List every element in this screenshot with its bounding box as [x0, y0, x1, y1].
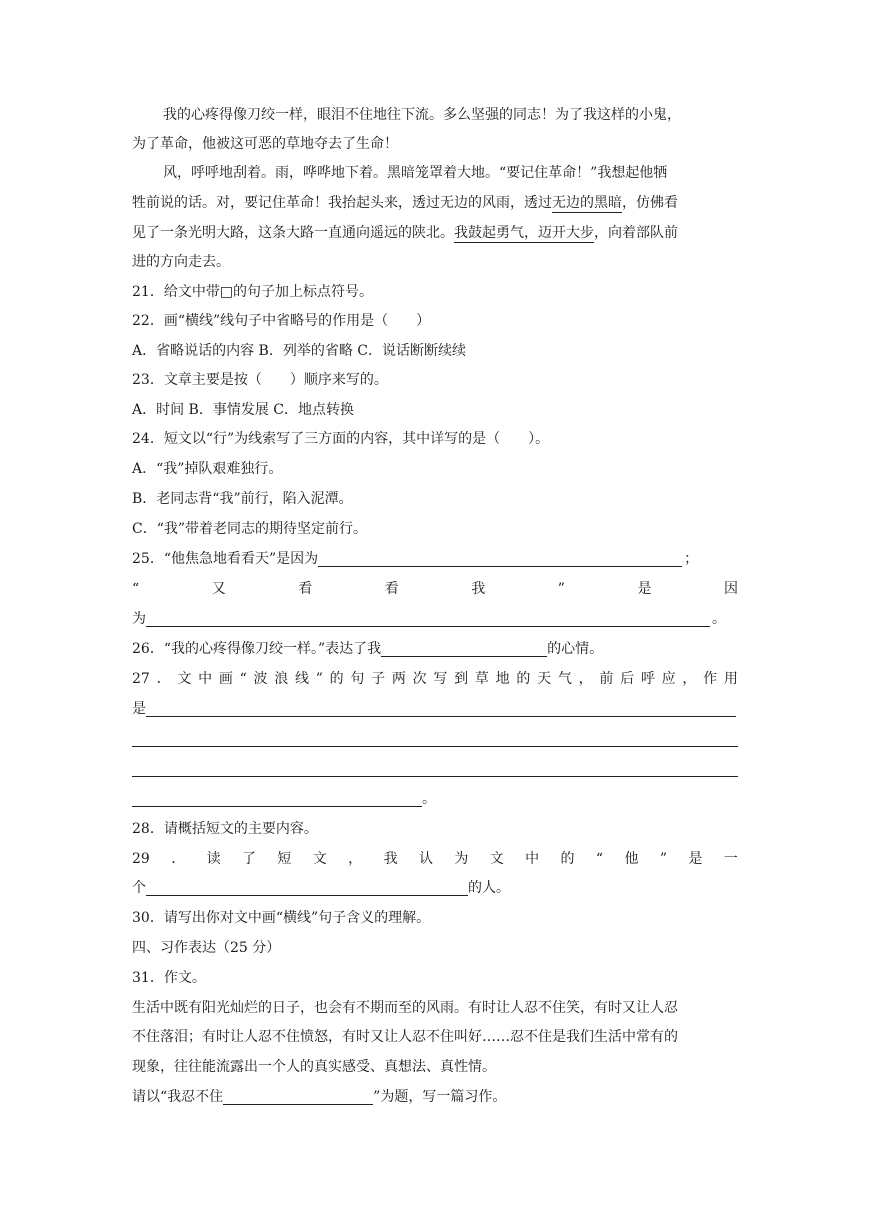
question-26: 26．“我的心疼得像刀绞一样。”表达了我 的心情。 — [132, 635, 738, 664]
question-23-options: A．时间 B．事情发展 C．地点转换 — [132, 402, 355, 418]
question-24: 24．短文以“行”为线索写了三方面的内容，其中详写的是（ ）。 — [132, 431, 550, 447]
question-23: 23．文章主要是按（ ）顺序来写的。 — [132, 372, 388, 388]
question-27-line-5: 。 — [132, 785, 738, 814]
section-heading: 四、习作表达（25 分） — [132, 940, 281, 956]
underlined-phrase: 我鼓起勇气，迈开大步 — [454, 225, 594, 241]
question-30: 30．请写出你对文中画“横线”句子含义的理解。 — [132, 910, 431, 926]
title-blank[interactable] — [223, 1086, 373, 1105]
question-22-options: A．省略说话的内容 B．列举的省略 C．说话断断续续 — [132, 343, 467, 359]
passage-text: ，向着部队前 — [594, 225, 678, 241]
answer-blank[interactable] — [381, 638, 547, 657]
question-29-line-2: 个 的人。 — [132, 874, 738, 903]
question-31: 31．作文。 — [132, 970, 206, 986]
passage-line — [163, 159, 738, 188]
question-25-line-2: “ 又 看 看 我 ” 是 因 — [132, 581, 738, 597]
question-28: 28．请概括短文的主要内容。 — [132, 821, 318, 837]
passage-line — [132, 219, 738, 248]
passage-text: 进的方向走去。 — [132, 254, 230, 270]
answer-blank[interactable] — [146, 608, 710, 627]
answer-blank[interactable] — [146, 698, 736, 717]
passage-line — [163, 101, 738, 130]
question-27: 27 ． 文 中 画 “ 波 浪 线 ” 的 句 子 两 次 写 到 草 地 的 天 气 ， 前 后 呼 应 ， 作 用 — [132, 671, 738, 687]
question-27-line-2: 是 — [132, 695, 738, 724]
answer-blank[interactable] — [318, 548, 682, 567]
question-24-option-b: B．老同志背“我”前行，陷入泥潭。 — [132, 491, 353, 507]
underlined-phrase: 无边的黑暗 — [552, 195, 622, 211]
answer-line[interactable] — [132, 746, 738, 747]
passage-text: 见了一条光明大路，这条大路一直通向遥远的陕北。 — [132, 225, 454, 241]
essay-title-line: 请以“我忍不住 ”为题，写一篇习作。 — [132, 1083, 738, 1112]
passage-text: 牲前说的话。对，要记住革命！我抬起头来，透过无边的风雨，透过 — [132, 195, 552, 211]
passage-text: 我的心疼得像刀绞一样，眼泪不住地往下流。多么坚强的同志！为了我这样的小鬼， — [163, 107, 681, 123]
passage-text: ，仿佛看 — [622, 195, 678, 211]
passage-text: 为了革命，他被这可恶的草地夺去了生命！ — [132, 136, 398, 152]
question-25: 25．“他焦急地看看天”是因为 ； — [132, 545, 738, 574]
passage-line — [132, 248, 738, 277]
question-24-option-a: A．“我”掉队艰难独行。 — [132, 461, 283, 477]
passage-line — [132, 130, 738, 159]
answer-line[interactable] — [132, 776, 738, 777]
question-25-line-3: 为 。 — [132, 605, 738, 634]
essay-prompt-line: 现象，往往能流露出一个人的真实感受、真想法、真性情。 — [132, 1059, 496, 1075]
passage-text: 风，呼呼地刮着。雨，哗哗地下着。黑暗笼罩着大地。“要记住革命！”我想起他牺 — [163, 165, 668, 181]
passage-line — [132, 189, 738, 218]
question-24-option-c: C．“我”带着老同志的期待坚定前行。 — [132, 521, 368, 537]
essay-prompt-line: 生活中既有阳光灿烂的日子，也会有不期而至的风雨。有时让人忍不住笑，有时又让人忍 — [132, 1000, 678, 1016]
question-29: 29 ． 读 了 短 文 ， 我 认 为 文 中 的 “ 他 ” 是 一 — [132, 851, 738, 867]
question-21: 21．给文中带□的句子加上标点符号。 — [132, 284, 374, 300]
essay-prompt-line: 不住落泪；有时让人忍不住愤怒，有时又让人忍不住叫好……忍不住是我们生活中常有的 — [132, 1029, 678, 1045]
question-22: 22．画“横线”线句子中省略号的作用是（ ） — [132, 313, 431, 329]
answer-blank[interactable] — [132, 788, 422, 807]
answer-blank[interactable] — [146, 877, 468, 896]
